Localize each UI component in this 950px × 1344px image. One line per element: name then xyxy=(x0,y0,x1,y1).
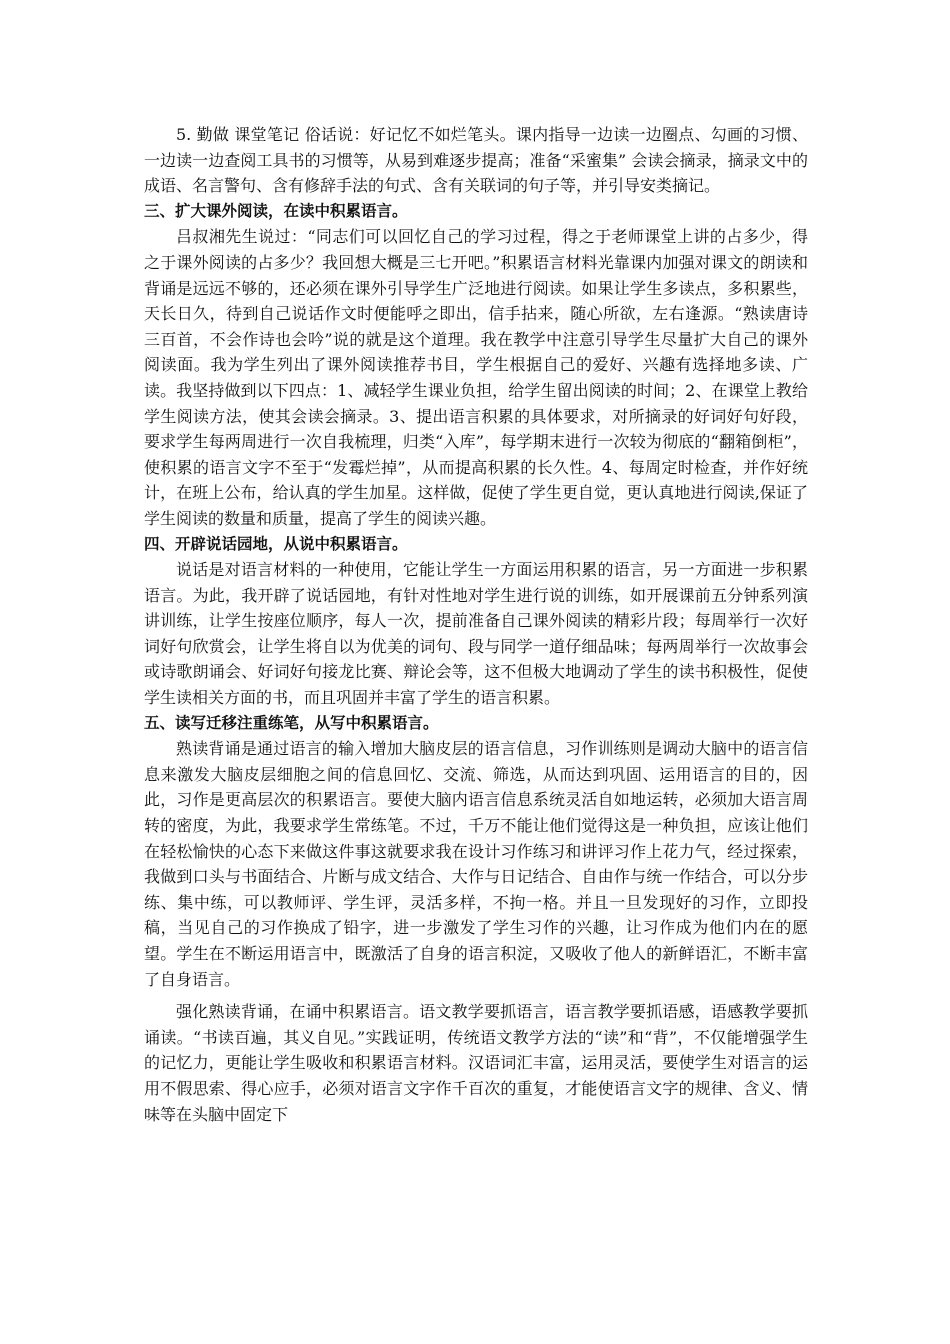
document-page xyxy=(144,122,808,1127)
paragraph-gap xyxy=(144,992,808,999)
section-heading-4: 四、开辟说话园地，从说中积累语言。 xyxy=(144,534,408,553)
paragraph-classroom-notes: 5. 勤做 课堂笔记 俗话说：好记忆不如烂笔头。课内指导一边读一边圈点、勾画的习惯、一边读一边查阅工具书的习惯等，从易到难逐步提高；准备“采蜜集” 会读会摘录，摘录文中的成语、名言警句、含有修辞手法的句式、含有关联词的句子等，并引导安类摘记。 xyxy=(144,125,808,196)
paragraph-speaking-garden: 说话是对语言材料的一种使用，它能让学生一方面运用积累的语言，另一方面进一步积累语言。为此，我开辟了说话园地，有针对性地对学生进行说的训练，如开展课前五分钟系列演讲训练，让学生按座位顺序，每人一次，提前准备自己课外阅读的精彩片段；每周举行一次好词好句欣赏会，让学生将自以为优美的词句、段与同学一道仔细品味；每两周举行一次故事会或诗歌朗诵会、好词好句接龙比赛、辩论会等，这不但极大地调动了学生的读书积极性，促使学生读相关方面的书，而且巩固并丰富了学生的语言积累。 xyxy=(144,560,808,708)
paragraph-writing-practice: 熟读背诵是通过语言的输入增加大脑皮层的语言信息，习作训练则是调动大脑中的语言信息来激发大脑皮层细胞之间的信息回忆、交流、筛选，从而达到巩固、运用语言的目的，因此，习作是更高层次的积累语言。要使大脑内语言信息系统灵活自如地运转，必须加大语言周转的密度，为此，我要求学生常练笔。不过，千万不能让他们觉得这是一种负担，应该让他们在轻松愉快的心态下来做这件事这就要求我在设计习作练习和讲评习作上花力气，经过探索，我做到口头与书面结合、片断与成文结合、大作与日记结合、自由作与统一作结合，可以分步练、集中练，可以教师评、学生评，灵活多样，不拘一格。并且一旦发现好的习作，立即投稿，当见自己的习作换成了铅字，进一步激发了学生习作的兴趣，让习作成为他们内在的愿望。学生在不断运用语言中，既激活了自身的语言积淀，又吸收了他人的新鲜语汇，不断丰富了自身语言。 xyxy=(144,739,808,989)
paragraph-extracurricular-reading: 吕叔湘先生说过：“同志们可以回忆自己的学习过程，得之于老师课堂上讲的占多少，得之于课外阅读的占多少？我回想大概是三七开吧。”积累语言材料光靠课内加强对课文的朗读和背诵是远远不够的，还必须在课外引导学生广泛地进行阅读。如果让学生多读点，多积累些，天长日久，待到自己说话作文时便能呼之即出，信手拈来，随心所欲，左右逢源。“熟读唐诗三百首，不会作诗也会吟”说的就是这个道理。我在教学中注意引导学生尽量扩大自己的课外阅读面。我为学生列出了课外阅读推荐书目，学生根据自己的爱好、兴趣有选择地多读、广读。我坚持做到以下四点：1、减轻学生课业负担，给学生留出阅读的时间；2、在课堂上教给学生阅读方法，使其会读会摘录。3、提出语言积累的具体要求，对所摘录的好词好句好段，要求学生每两周进行一次自我梳理，归类“入库”，每学期末进行一次较为彻底的“翻箱倒柜”，使积累的语言文字不至于“发霉烂掉”，从而提高积累的长久性。4、每周定时检查，并作好统计，在班上公布，给认真的学生加星。这样做，促使了学生更自觉，更认真地进行阅读,保证了学生阅读的数量和质量，提高了学生的阅读兴趣。 xyxy=(144,227,808,528)
paragraph-recitation: 强化熟读背诵，在诵中积累语言。语文教学要抓语言，语言教学要抓语感，语感教学要抓诵读。“书读百遍，其义自见。”实践证明，传统语文教学方法的“读”和“背”，不仅能增强学生的记忆力，更能让学生吸收和积累语言材料。汉语词汇丰富，运用灵活，要使学生对语言的运用不假思索、得心应手，必须对语言文字作千百次的重复，才能使语言文字的规律、含义、情味等在头脑中固定下 xyxy=(144,1002,808,1124)
section-heading-3: 三、扩大课外阅读，在读中积累语言。 xyxy=(144,201,408,220)
section-heading-5: 五、读写迁移注重练笔，从写中积累语言。 xyxy=(144,713,439,732)
